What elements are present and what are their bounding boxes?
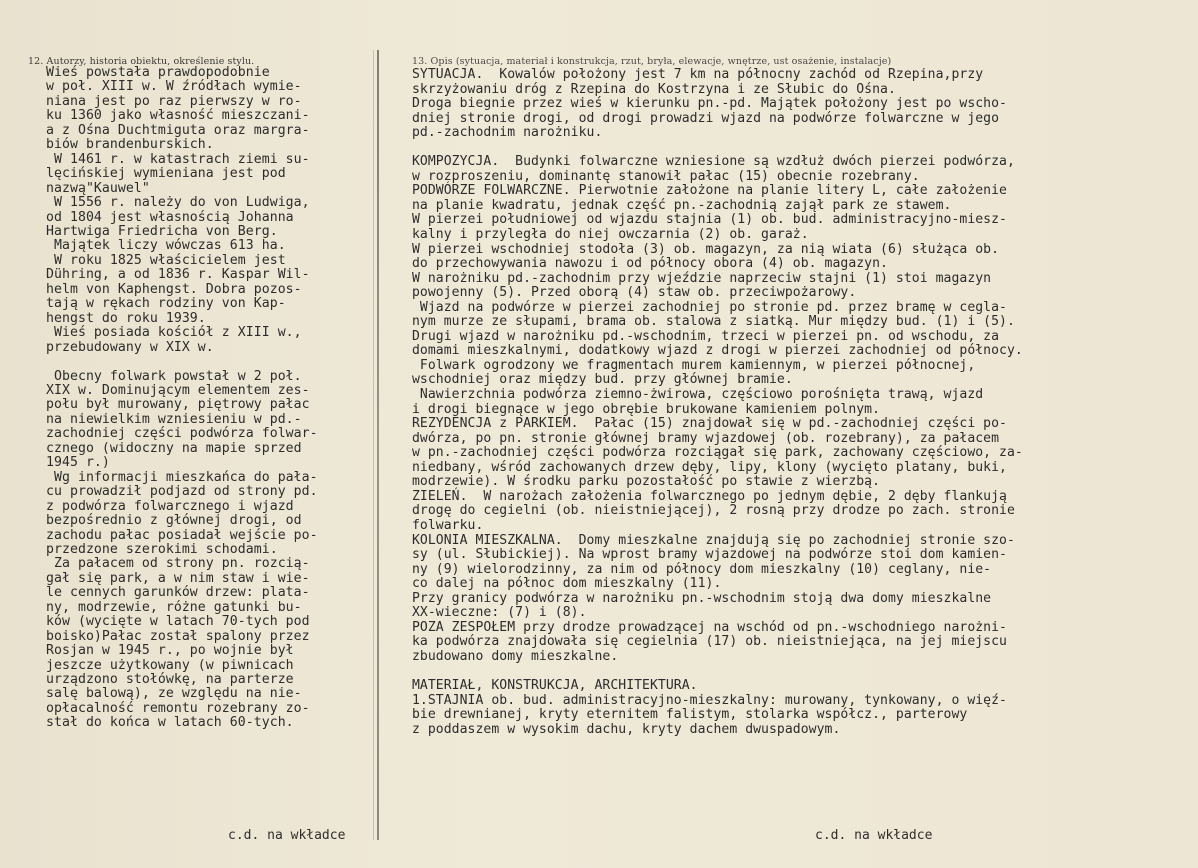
right-column-header: 13. Opis (sytuacja, materiał i konstrukcja, rzut, bryła, elewacje, wnętrze, ust osażenie, instalacje) bbox=[412, 56, 892, 67]
left-continuation-note: c.d. na wkładce bbox=[228, 828, 346, 843]
left-column-header: 12. Autorzy, historia obiektu, określenie stylu. bbox=[28, 56, 255, 67]
description-text: SYTUACJA. Kowalów położony jest 7 km na północny zachód od Rzepina,przy skrzyżowaniu dróg z Rzepina do Kostrzyna i ze Słubic do Ośna. Droga biegnie przez wieś w kierunku pn.-pd. Majątek położony jest po wscho- dniej stronie drogi, od drogi prowadzi wjazd na podwórze folwarczne w jego pd.-zachodnim narożniku. KOMPOZYCJA. Budynki folwarczne wzniesione są wzdłuż dwóch pierzei podwórza, w rozproszeniu, dominantę stanowił pałac (15) obecnie rozebrany. PODWÓRZE FOLWARCZNE. Pierwotnie założone na planie litery L, całe założenie na planie kwadratu, jednak część pn.-zachodnią zajął park ze stawem. W pierzei południowej od wjazdu stajnia (1) ob. bud. administracyjno-miesz- kalny i przyległa do niej owczarnia (2) ob. garaż. W pierzei wschodniej stodoła (3) ob. magazyn, za nią wiata (6) służąca ob. do przechowywania nawozu i od północy obora (4) ob. magazyn. W narożniku pd.-zachodnim przy wjeździe naprzeciw stajni (1) stoi magazyn powojenny (5). Przed oborą (4) staw ob. przeciwpożarowy. Wjazd na podwórze w pierzei zachodniej po stronie pd. przez bramę w cegla- nym murze ze słupami, brama ob. stalowa z siatką. Mur między bud. (1) i (5). Drugi wjazd w narożniku pd.-wschodnim, trzeci w pierzei pn. od wschodu, za domami mieszkalnymi, dodatkowy wjazd z drogi w pierzei zachodniej od północy. Folwark ogrodzony we fragmentach murem kamiennym, w pierzei północnej, wschodniej oraz między bud. przy głównej bramie. Nawierzchnia podwórza ziemno-żwirowa, częściowo porośnięta trawą, wjazd i drogi biegnące w jego obrębie brukowane kamieniem polnym. REZYDENCJA z PARKIEM. Pałac (15) znajdował się w pd.-zachodniej części po- dwórza, po pn. stronie głównej bramy wjazdowej (ob. rozebrany), za pałacem w pn.-zachodniej części podwórza rozciągał się park, zachowany częściowo, za- niedbany, wśród zachowanych drzew dęby, lipy, klony (wycięto platany, buki, modrzewie). W środku parku pozostałość po stawie z wierzbą. ZIELEŃ. W narożach założenia folwarcznego po jednym dębie, 2 dęby flankują drogę do cegielni (ob. nieistniejącej), 2 rosną przy drodze po zach. stronie folwarku. KOLONIA MIESZKALNA. Domy mieszkalne znajdują się po zachodniej stronie szo- sy (ul. Słubickiej). Na wprost bramy wjazdowej na podwórze stoi dom kamien- ny (9) wielorodzinny, za nim od północy dom mieszkalny (10) ceglany, nie- co dalej na północ dom mieszkalny (11). Przy granicy podwórza w narożniku pn.-wschodnim stoją dwa domy mieszkalne XX-wieczne: (7) i (8). POZA ZESPOŁEM przy drodze prowadzącej na wschód od pn.-wschodniego narożni- ka podwórza znajdowała się cegielnia (17) ob. nieistniejąca, na jej miejscu zbudowano domy mieszkalne. MATERIAŁ, KONSTRUKCJA, ARCHITEKTURA. 1.STAJNIA ob. bud. administracyjno-mieszkalny: murowany, tynkowany, o więź- bie drewnianej, kryty eternitem falistym, stolarka współcz., parterowy z poddaszem w wysokim dachu, kryty dachem dwuspadowym. bbox=[412, 67, 1023, 737]
column-divider-shadow bbox=[373, 50, 374, 840]
right-continuation-note: c.d. na wkładce bbox=[815, 828, 933, 843]
history-text: Wieś powstała prawdopodobnie w poł. XIII w. W źródłach wymie- niana jest po raz pierwszy w ro- ku 1360 jako własność mieszczani- a z Ośna Duchtmiguta oraz margra- biów brandenburskich. W 1461 r. w katastrach ziemi su- lęcińskiej wymieniana jest pod nazwą"Kauwel" W 1556 r. należy do von Ludwiga, od 1804 jest własnością Johanna Hartwiga Friedricha von Berg. Majątek liczy wówczas 613 ha. W roku 1825 właścicielem jest Dühring, a od 1836 r. Kaspar Wil- helm von Kaphengst. Dobra pozos- tają w rękach rodziny von Kap- hengst do roku 1939. Wieś posiada kościół z XIII w., przebudowany w XIX w. Obecny folwark powstał w 2 poł. XIX w. Dominującym elementem zes- połu był murowany, piętrowy pałac na niewielkim wzniesieniu w pd.- zachodniej części podwórza folwar- cznego (widoczny na mapie sprzed 1945 r.) Wg informacji mieszkańca do pała- cu prowadził podjazd od strony pd. z podwórza folwarcznego i wjazd bezpośrednio z głównej drogi, od zachodu pałac posiadał wejście po- przedzone szerokimi schodami. Za pałacem od strony pn. rozcią- gał się park, a w nim staw i wie- le cennych garunków drzew: plata- ny, modrzewie, różne gatunki bu- ków (wycięte w latach 70-tych pod boisko)Pałac został spalony przez Rosjan w 1945 r., po wojnie był jeszcze użytkowany (w piwnicach urządzono stołówkę, na parterze salę balową), ze względu na nie- opłacalność remontu rozebrany zo- stał do końca w latach 60-tych. bbox=[46, 65, 318, 731]
column-divider bbox=[377, 50, 379, 840]
